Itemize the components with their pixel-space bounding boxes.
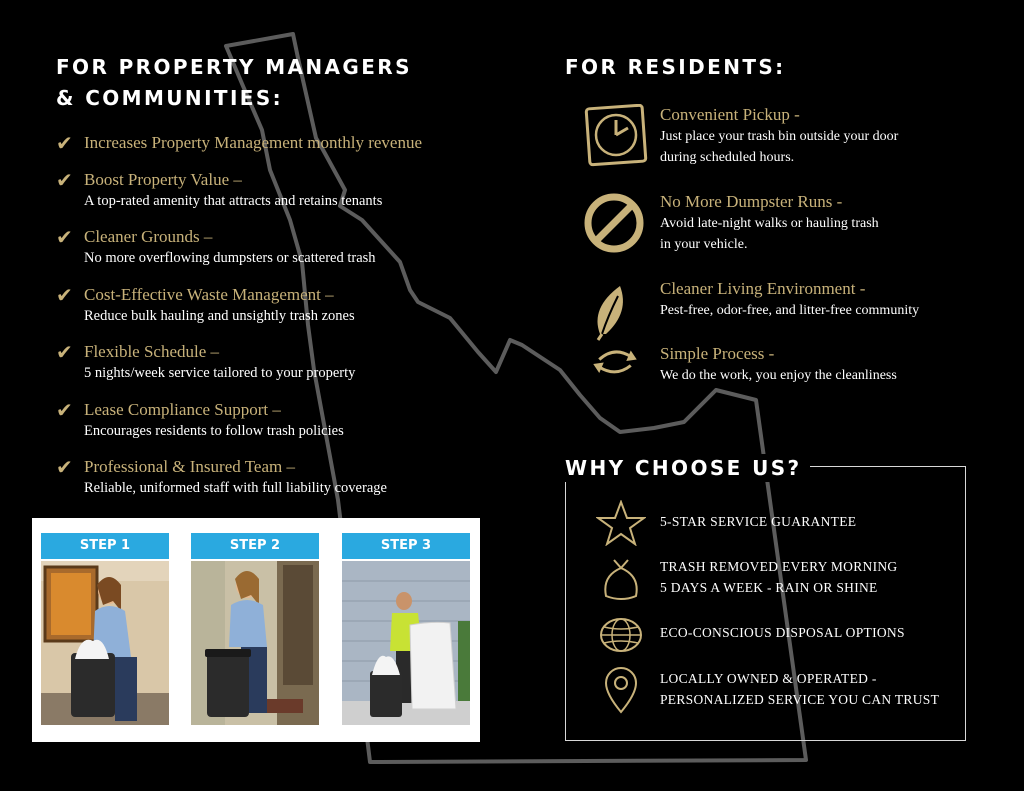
benefit-title: Cost-Effective Waste Management – xyxy=(84,284,334,304)
resident-benefit-description: Just place your trash bin outside your door xyxy=(660,129,899,144)
benefit-title: Flexible Schedule – xyxy=(84,342,220,361)
managers-benefit-item xyxy=(56,132,526,154)
benefit-description: Reliable, uniformed staff with full liability coverage xyxy=(84,480,387,496)
step-card xyxy=(342,533,470,725)
globe-icon xyxy=(596,612,646,658)
managers-heading xyxy=(56,52,412,114)
benefit-description: A top-rated amenity that attracts and retains tenants xyxy=(84,192,383,209)
why-choose-us-heading: WHY CHOOSE US? xyxy=(565,454,810,482)
resident-benefit-description: Avoid late-night walks or hauling trash xyxy=(660,216,879,231)
trash-bag-icon xyxy=(596,556,646,602)
resident-benefit-title: Cleaner Living Environment - xyxy=(660,279,866,298)
resident-benefit-text xyxy=(660,191,1000,255)
resident-benefit-text xyxy=(660,104,1000,168)
resident-benefit-title: Simple Process - xyxy=(660,344,775,363)
managers-benefit-item xyxy=(56,169,526,212)
clock-icon xyxy=(580,104,650,168)
step-card xyxy=(191,533,319,725)
residents-heading xyxy=(565,52,786,83)
benefit-description: Reduce bulk hauling and unsightly trash zones xyxy=(84,307,355,324)
cycle-arrows-icon xyxy=(580,343,650,391)
step-1-photo xyxy=(41,561,169,725)
managers-benefit-item xyxy=(56,226,526,269)
why-item-line: ECO-CONSCIOUS DISPOSAL OPTIONS xyxy=(660,625,905,640)
step-2-photo xyxy=(191,561,319,725)
benefit-description: No more overflowing dumpsters or scattered trash xyxy=(84,250,376,266)
why-item-line: 5-STAR SERVICE GUARANTEE xyxy=(660,514,857,529)
managers-benefit-item xyxy=(56,399,526,442)
managers-heading-line1: FOR PROPERTY MANAGERS xyxy=(56,55,412,79)
resident-benefit-title: No More Dumpster Runs - xyxy=(660,192,843,211)
leaf-icon xyxy=(580,278,650,342)
managers-benefit-item xyxy=(56,456,526,499)
benefit-title: Increases Property Management monthly revenue xyxy=(84,133,422,152)
step-card xyxy=(41,533,169,725)
resident-benefit-title: Convenient Pickup - xyxy=(660,105,800,124)
why-item-line: LOCALLY OWNED & OPERATED - xyxy=(660,671,877,686)
resident-benefit-description: Pest-free, odor-free, and litter-free community xyxy=(660,303,920,318)
why-item-text xyxy=(660,511,856,532)
step-label: STEP 1 xyxy=(41,533,169,559)
managers-benefit-item xyxy=(56,284,526,327)
checkmark-icon: ✔ xyxy=(56,455,73,479)
benefit-description: 5 nights/week service tailored to your property xyxy=(84,365,356,381)
location-pin-icon xyxy=(596,664,646,714)
benefit-title: Lease Compliance Support – xyxy=(84,399,281,419)
checkmark-icon: ✔ xyxy=(56,340,73,364)
why-item-text xyxy=(660,622,905,643)
benefit-title: Boost Property Value – xyxy=(84,169,242,189)
why-box-top-border xyxy=(801,466,965,467)
checkmark-icon: ✔ xyxy=(56,282,73,307)
benefit-description: Encourages residents to follow trash policies xyxy=(84,422,344,439)
resident-benefit-description: We do the work, you enjoy the cleanliness xyxy=(660,368,897,383)
checkmark-icon: ✔ xyxy=(56,397,73,422)
resident-benefit-text xyxy=(660,278,1000,321)
managers-benefit-item xyxy=(56,341,526,384)
resident-benefit-text xyxy=(660,343,1000,386)
benefit-title: Cleaner Grounds – xyxy=(84,227,213,246)
checkmark-icon: ✔ xyxy=(56,167,73,192)
resident-benefit-description: during scheduled hours. xyxy=(660,150,795,165)
star-icon xyxy=(596,500,646,546)
no-sign-icon xyxy=(580,191,650,255)
checkmark-icon: ✔ xyxy=(56,131,73,155)
step-label: STEP 3 xyxy=(342,533,470,559)
step-3-photo xyxy=(342,561,470,725)
benefit-title: Professional & Insured Team – xyxy=(84,457,295,476)
managers-heading-line2: & COMMUNITIES: xyxy=(56,86,284,110)
why-item-text xyxy=(660,668,939,710)
why-item-text xyxy=(660,556,897,598)
checkmark-icon: ✔ xyxy=(56,225,73,249)
managers-benefit-list xyxy=(56,132,526,514)
resident-benefit-description: in your vehicle. xyxy=(660,237,748,252)
why-item-line: 5 DAYS A WEEK - RAIN OR SHINE xyxy=(660,580,878,595)
why-item-line: TRASH REMOVED EVERY MORNING xyxy=(660,559,898,574)
residents-heading-text: FOR RESIDENTS: xyxy=(565,55,786,79)
why-item-line: PERSONALIZED SERVICE YOU CAN TRUST xyxy=(660,692,940,707)
steps-panel xyxy=(32,518,480,742)
step-label: STEP 2 xyxy=(191,533,319,559)
